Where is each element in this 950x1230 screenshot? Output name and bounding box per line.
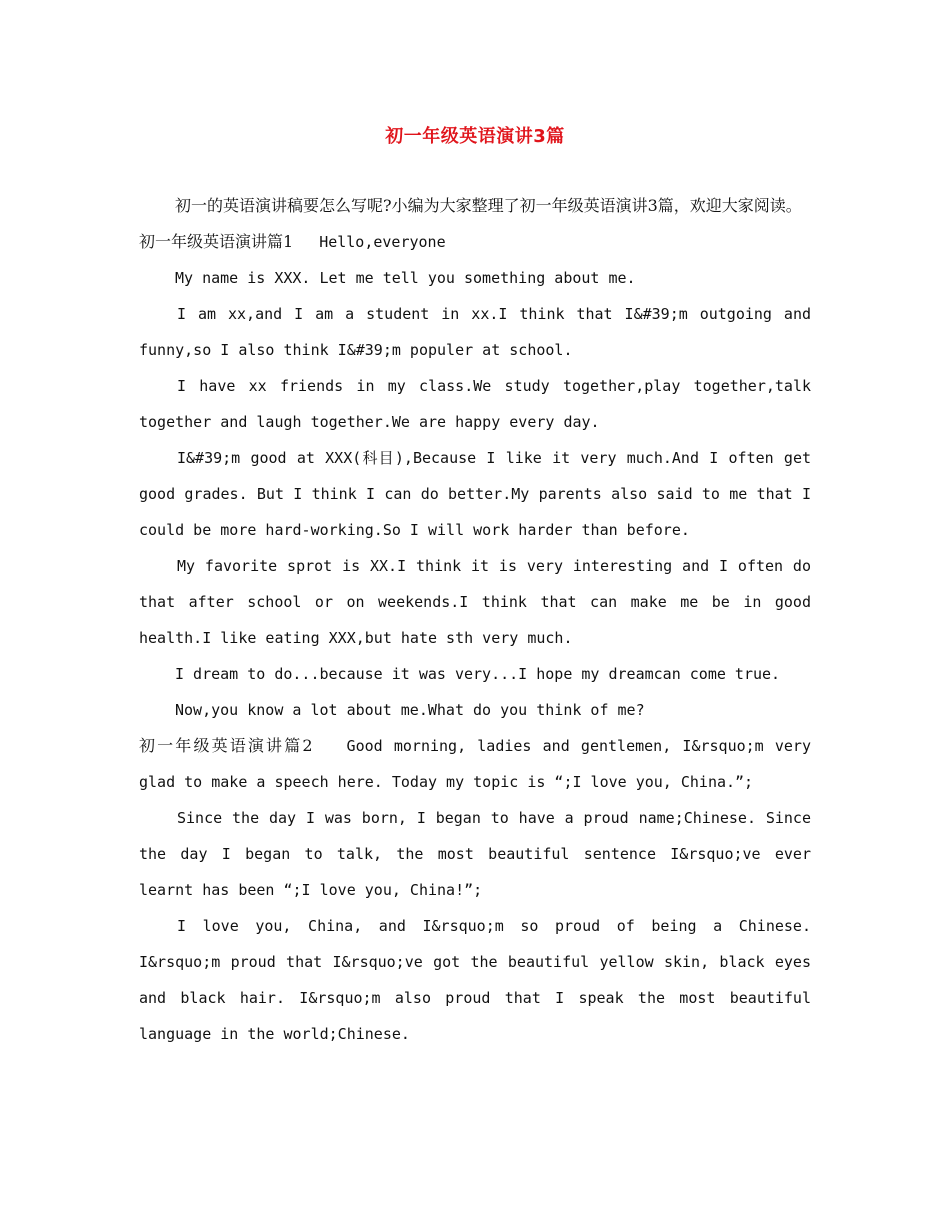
paragraph-2: I am xx,and I am a student in xx.I think that I&#39;m outgoing and funny,so I also think I&#39;m populer at school. — [139, 305, 811, 359]
section-2-paragraph — [139, 728, 811, 800]
paragraph-9: I love you, China, and I&rsquo;m so proud of being a Chinese. I&rsquo;m proud that I&rsquo;ve got the beautiful yellow skin, black eyes and black hair. I&rsquo;m also proud that I speak the most beautiful language in the world;Chinese. — [139, 917, 811, 1043]
document-title: 初一年级英语演讲3篇 — [385, 126, 565, 147]
section-2-heading: 初一年级英语演讲篇2 — [139, 736, 313, 755]
section-1-greeting: Hello,everyone — [319, 233, 446, 251]
paragraph-4: I&#39;m good at XXX(科目),Because I like it very much.And I often get good grades. But I think I can do better.My parents also said to me that I could be more hard-working.So I will work harder than before. — [139, 449, 811, 539]
section-1-heading-line — [139, 224, 811, 260]
paragraph-3: I have xx friends in my class.We study together,play together,talk together and laugh together.We are happy every day. — [139, 377, 811, 431]
paragraph-7: Now,you know a lot about me.What do you think of me? — [175, 701, 645, 719]
paragraph-5: My favorite sprot is XX.I think it is very interesting and I often do that after school or on weekends.I think that can make me be in good health.I like eating XXX,but hate sth very much. — [139, 557, 811, 647]
intro-paragraph: 初一的英语演讲稿要怎么写呢?小编为大家整理了初一年级英语演讲3篇，欢迎大家阅读。 — [175, 196, 802, 215]
section-2-text: Good morning, ladies and gentlemen, I&rsquo;m very glad to make a speech here. Today my topic is “;I love you, China.”; — [139, 737, 811, 791]
paragraph-6: I dream to do...because it was very...I hope my dreamcan come true. — [175, 665, 781, 683]
paragraph-8: Since the day I was born, I began to have a proud name;Chinese. Since the day I began to talk, the most beautiful sentence I&rsquo;ve ever learnt has been “;I love you, China!”; — [139, 809, 811, 899]
document-body — [139, 188, 811, 1052]
section-1-heading: 初一年级英语演讲篇1 — [139, 232, 294, 251]
paragraph-1: My name is XXX. Let me tell you something about me. — [175, 269, 636, 287]
